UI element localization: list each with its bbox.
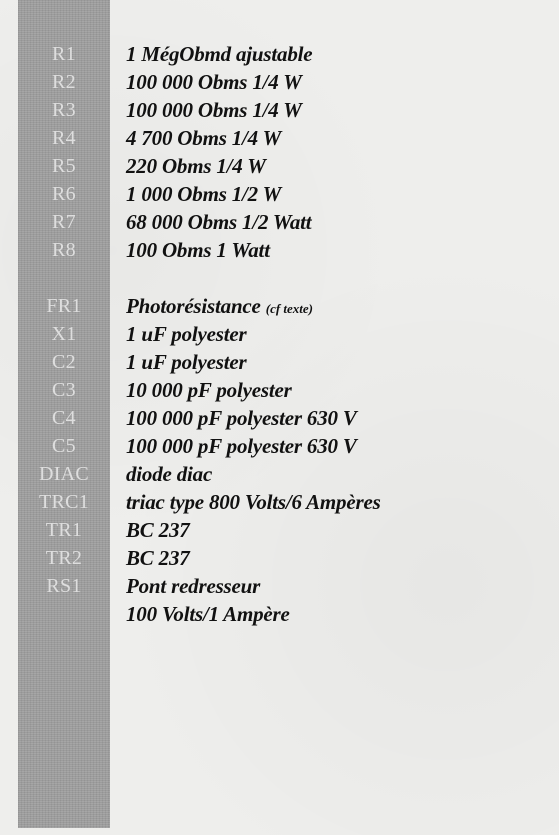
part-description: 100 Volts/1 Ampère: [126, 602, 290, 626]
part-description-text: Photorésistance: [126, 294, 261, 318]
list-item: [0, 488, 559, 516]
part-reference: R1: [52, 43, 76, 65]
part-description: 100 000 Obms 1/4 W: [126, 70, 302, 94]
part-description: 100 Obms 1 Watt: [126, 238, 270, 262]
part-description: [126, 292, 313, 320]
part-reference: [18, 600, 110, 628]
part-reference: DIAC: [38, 463, 90, 485]
part-reference: TR1: [45, 519, 83, 541]
part-reference: R5: [52, 155, 76, 177]
part-description: 1 000 Obms 1/2 W: [126, 182, 282, 206]
part-description: 100 000 pF polyester 630 V: [126, 406, 357, 430]
part-description: 10 000 pF polyester: [126, 378, 292, 402]
part-reference: R6: [52, 183, 76, 205]
list-item: [0, 572, 559, 600]
list-item: [0, 348, 559, 376]
part-description: diode diac: [126, 462, 213, 486]
list-item: [0, 460, 559, 488]
part-reference: TRC1: [38, 491, 90, 513]
part-reference: R4: [52, 127, 76, 149]
part-note: (cf texte): [265, 301, 314, 316]
part-reference: R2: [52, 71, 76, 93]
list-item: [0, 600, 559, 628]
list-item: [0, 68, 559, 96]
list-item: [0, 432, 559, 460]
list-item: [0, 292, 559, 320]
list-item: [0, 180, 559, 208]
list-item: [0, 320, 559, 348]
part-description: 1 uF polyester: [126, 322, 247, 346]
part-reference: FR1: [46, 295, 82, 317]
list-item: [0, 376, 559, 404]
list-item: [0, 96, 559, 124]
part-reference: C4: [52, 407, 76, 429]
part-description: BC 237: [126, 546, 190, 570]
part-description: triac type 800 Volts/6 Ampères: [126, 490, 381, 514]
list-item: [0, 404, 559, 432]
list-item: [0, 40, 559, 68]
part-reference: TR2: [45, 547, 83, 569]
part-description: 100 000 Obms 1/4 W: [126, 98, 302, 122]
part-reference: RS1: [46, 575, 82, 597]
part-description: 4 700 Obms 1/4 W: [126, 126, 282, 150]
part-reference: R3: [52, 99, 76, 121]
part-description: 100 000 pF polyester 630 V: [126, 434, 357, 458]
part-description: 1 MégObmd ajustable: [126, 42, 313, 66]
part-reference: C5: [52, 435, 76, 457]
part-reference: C2: [52, 351, 76, 373]
list-item: [0, 236, 559, 264]
list-item: [0, 152, 559, 180]
part-description: BC 237: [126, 518, 190, 542]
list-item: [0, 544, 559, 572]
part-reference: R8: [52, 239, 76, 261]
part-description: 220 Obms 1/4 W: [126, 154, 266, 178]
part-reference: C3: [52, 379, 76, 401]
list-item: [0, 208, 559, 236]
list-item: [0, 516, 559, 544]
part-description: 68 000 Obms 1/2 Watt: [126, 210, 312, 234]
part-description: Pont redresseur: [126, 574, 261, 598]
part-reference: X1: [51, 323, 77, 345]
part-description: 1 uF polyester: [126, 350, 247, 374]
part-reference: R7: [52, 211, 76, 233]
list-item: [0, 124, 559, 152]
